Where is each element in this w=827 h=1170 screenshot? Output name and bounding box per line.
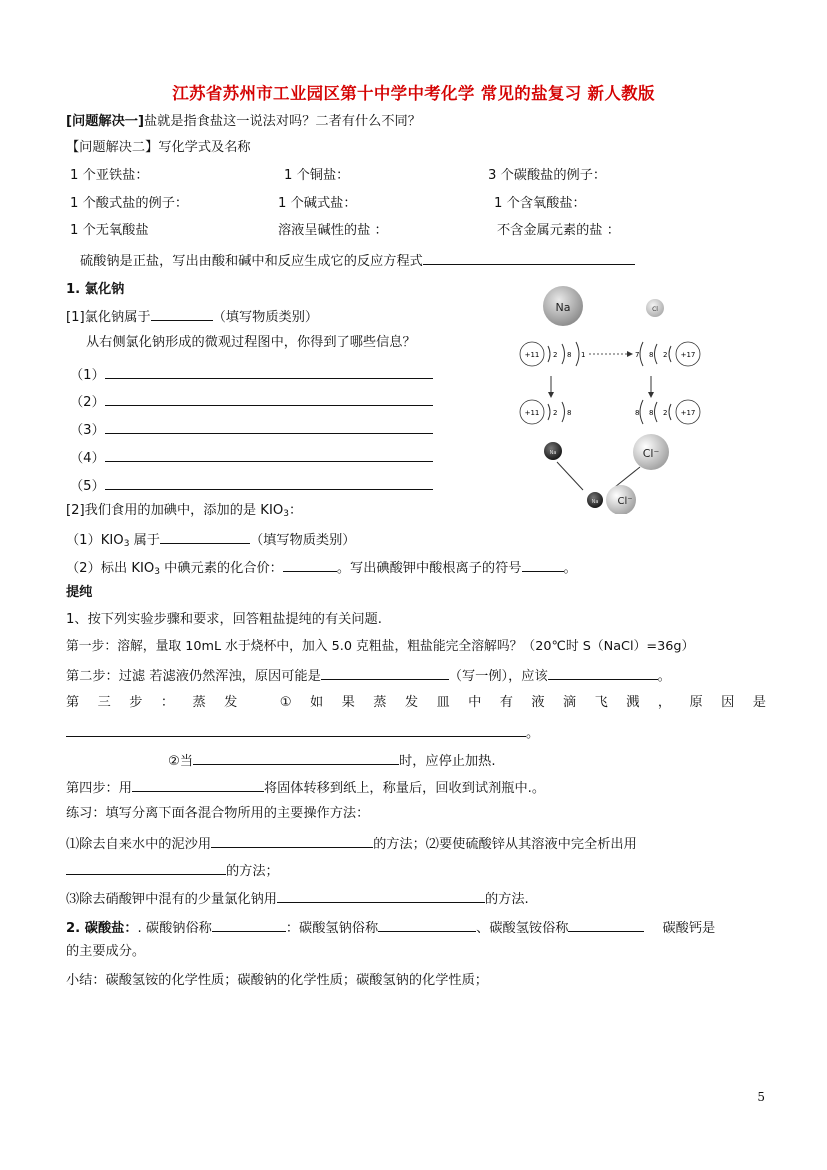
answer-blank[interactable]: [105, 364, 433, 379]
na-ion-label: Na: [549, 450, 557, 456]
subscript: 3: [283, 509, 289, 519]
info-blank-label: （4）: [70, 451, 105, 466]
kio3-class-question: [66, 529, 356, 553]
answer-blank[interactable]: [105, 447, 433, 462]
step-3-char: 蒸: [373, 695, 387, 710]
subscript: 3: [154, 567, 160, 577]
section-1-heading: 1. 氯化钠: [66, 282, 125, 297]
step-3-char: 步: [129, 695, 143, 710]
problem-2-row2-col2: 1 个碱式盐：: [278, 196, 357, 211]
na-ion-sphere: [544, 442, 562, 460]
answer-blank[interactable]: [548, 665, 658, 680]
shell-count: 8: [649, 351, 654, 359]
answer-blank[interactable]: [568, 917, 644, 932]
summary: 小结：碳酸氢铵的化学性质；碳酸钠的化学性质；碳酸氢钠的化学性质；: [66, 973, 488, 988]
step-3-char: 皿: [436, 695, 450, 710]
step-3b-suffix: 时，应停止加热.: [399, 754, 496, 769]
nacl-product: [587, 485, 636, 514]
step-4-prefix: 第四步：用: [66, 781, 132, 796]
practice-3-suffix: 的方法.: [485, 892, 529, 907]
na-nucleus-label: +11: [524, 409, 540, 417]
practice-3: [66, 888, 529, 909]
step-3-char: 发: [404, 695, 419, 710]
step-3-char: 滴: [563, 695, 577, 710]
answer-blank[interactable]: [160, 529, 250, 544]
page-number: 5: [757, 1090, 765, 1104]
practice-3-prefix: ⑶除去硝酸钾中混有的少量氯化钠用: [66, 892, 277, 907]
shell-count: 8: [567, 409, 572, 417]
valence-prefix: （2）标出 KIO: [66, 561, 155, 576]
section-2-text: ：碳酸氢钠俗称: [285, 921, 379, 936]
converge-arrow: [615, 467, 640, 487]
step-3-char: ：: [160, 695, 175, 710]
practice-2-suffix: 的方法；: [226, 864, 279, 879]
problem-2-row3-col1: 1 个无氧酸盐: [70, 223, 149, 238]
kio3-question-prefix: [2]我们食用的加碘中，添加的是 KIO: [66, 503, 284, 518]
problem-1: [66, 113, 421, 131]
na-nucleus-label: +11: [524, 351, 540, 359]
kio3-class-prefix: （1）KIO: [66, 533, 124, 548]
step-4-suffix: 将固体转移到纸上，称量后，回收到试剂瓶中.。: [263, 781, 546, 796]
shell-count: 7: [635, 351, 640, 359]
problem-2-row1-col3: 3 个碳酸盐的例子：: [488, 168, 607, 183]
answer-blank[interactable]: [66, 722, 526, 737]
shell-count: 8: [567, 351, 572, 359]
problem-2: [66, 139, 251, 157]
na-label: Na: [555, 301, 571, 314]
nacl-info-question: 从右侧氯化钠形成的微观过程图中，你得到了哪些信息？: [86, 335, 416, 350]
nacl-class-question: [66, 306, 318, 327]
info-blank-5: [70, 475, 433, 496]
purify-step-3b: [168, 750, 496, 771]
nacl-class-prefix: [1]氯化钠属于: [66, 310, 151, 325]
product-na-label: Na: [591, 499, 599, 505]
answer-blank[interactable]: [378, 917, 476, 932]
answer-blank[interactable]: [193, 750, 399, 765]
practice-1: [66, 833, 637, 854]
sulfate-question-text: 硫酸钠是正盐，写出由酸和碱中和反应生成它的反应方程式: [80, 254, 423, 269]
na-atom-sphere: [543, 286, 583, 326]
cl-ion-sphere: [633, 434, 669, 470]
problem-1-text: 盐就是指食盐这一说法对吗？二者有什么不同？: [144, 114, 421, 129]
info-blank-label: （5）: [70, 479, 105, 494]
purify-intro: 1、按下列实验步骤和要求，回答粗盐提纯的有关问题.: [66, 612, 382, 627]
info-blank-2: [70, 391, 433, 412]
step-3-char: 三: [97, 695, 111, 710]
valence-mid: 中碘元素的化合价：: [159, 561, 283, 576]
answer-blank[interactable]: [522, 557, 564, 572]
document-title: 江苏省苏州市工业园区第十中学中考化学 常见的盐复习 新人教版: [172, 84, 655, 103]
subscript: 3: [123, 539, 130, 549]
answer-blank[interactable]: [105, 475, 433, 490]
purify-step-3-answer: [66, 722, 539, 743]
shell-count: 2: [553, 409, 558, 417]
answer-blank[interactable]: [151, 306, 213, 321]
problem-1-label: [问题解决一]: [66, 114, 144, 129]
info-blank-3: [70, 419, 433, 440]
purify-heading: 提纯: [66, 585, 93, 600]
cl-label: Cl: [652, 306, 658, 313]
info-blank-4: [70, 447, 433, 468]
purify-step-1: 第一步：溶解，量取 10mL 水于烧杯中，加入 5.0 克粗盐，粗盐能完全溶解吗？（20℃时 S（NaCl）=36g）: [66, 639, 695, 654]
info-blank-label: （3）: [70, 423, 105, 438]
arrow-head: [648, 392, 654, 398]
problem-2-row1-col1: 1 个亚铁盐：: [70, 168, 149, 183]
step-3-char: 飞: [594, 695, 608, 710]
step-3-char: 果: [341, 695, 355, 710]
nacl-formation-diagram: [505, 284, 720, 514]
problem-2-row3-col2: 溶液呈碱性的盐 ：: [278, 223, 388, 238]
section-2: [66, 917, 715, 938]
shell-count: 8: [635, 409, 640, 417]
purify-step-2: [66, 665, 671, 686]
step-2-suffix: 。: [657, 669, 671, 684]
problem-2-row2-col3: 1 个含氧酸盐：: [494, 196, 586, 211]
answer-blank[interactable]: [132, 777, 264, 792]
cl-atom-sphere: [646, 299, 664, 317]
answer-blank[interactable]: [211, 833, 373, 848]
step-3-char: ，: [657, 695, 672, 710]
shell-count: 2: [553, 351, 558, 359]
problem-2-row1-col2: 1 个铜盐：: [284, 168, 350, 183]
answer-blank[interactable]: [105, 419, 433, 434]
practice-intro: 练习：填写分离下面各混合物所用的主要操作方法：: [66, 806, 370, 821]
valence-mid-2: 。写出碘酸钾中酸根离子的符号: [336, 561, 522, 576]
step-3-char: 是: [752, 695, 766, 710]
practice-2: [66, 860, 279, 881]
step-3-char: 溅: [626, 695, 640, 710]
purify-step-3: [66, 694, 766, 712]
step-3-char: 如: [310, 695, 324, 710]
step-3-char: 发: [224, 695, 238, 710]
step-3b-prefix: ②当: [168, 754, 194, 769]
section-2-end: 的主要成分。: [66, 944, 146, 959]
na-ion-structure: [520, 400, 571, 424]
info-blank-label: （1）: [70, 368, 105, 383]
shell-count: 1: [581, 351, 586, 359]
step-2-prefix: 第二步：过滤 若滤液仍然浑浊，原因可能是: [66, 669, 321, 684]
nacl-class-suffix: （填写物质类别）: [212, 310, 319, 325]
practice-1-mid: 的方法；⑵要使硫酸锌从其溶液中完全析出用: [373, 837, 637, 852]
arrow-head: [627, 351, 633, 357]
cl-ion-label: Cl⁻: [642, 447, 660, 460]
section-2-heading: 2. 碳酸盐：: [66, 921, 138, 936]
step-3-char: 因: [721, 695, 735, 710]
section-2-text: 、碳酸氢铵俗称: [476, 921, 569, 936]
problem-2-text: 写化学式及名称: [158, 140, 251, 155]
problem-2-row2-col1: 1 个酸式盐的例子：: [70, 196, 189, 211]
cl-ion-structure: [635, 400, 700, 424]
answer-blank[interactable]: [283, 557, 337, 572]
step-3-char: 有: [499, 695, 513, 710]
na-atom-structure: [520, 342, 585, 366]
problem-2-label: 【问题解决二】: [66, 140, 159, 155]
kio3-class-mid: 属于: [129, 533, 160, 548]
info-blank-1: [70, 364, 433, 385]
cl-nucleus-label: +17: [680, 351, 696, 359]
iodine-valence-question: [66, 557, 577, 581]
problem-2-row3-col3: 不含金属元素的盐 ：: [497, 223, 620, 238]
shell-count: 2: [663, 409, 668, 417]
section-2-text: 碳酸钙是: [662, 921, 716, 936]
practice-1-prefix: ⑴除去自来水中的泥沙用: [66, 837, 212, 852]
valence-suffix: 。: [563, 561, 577, 576]
step-3-char: 第: [66, 695, 80, 710]
answer-blank[interactable]: [423, 250, 635, 265]
step-3-char: 蒸: [192, 695, 206, 710]
cl-atom-structure: [635, 342, 700, 366]
answer-blank[interactable]: [277, 888, 485, 903]
shell-count: 8: [649, 409, 654, 417]
answer-blank[interactable]: [105, 391, 433, 406]
kio3-question: [66, 502, 302, 523]
kio3-question-suffix: ：: [288, 503, 303, 518]
cl-nucleus-label: +17: [680, 409, 696, 417]
kio3-class-suffix: （填写物质类别）: [250, 533, 356, 548]
sulfate-question: [80, 250, 635, 271]
answer-blank[interactable]: [66, 860, 226, 875]
step-3-char: 原: [689, 695, 703, 710]
step-3-char: 中: [468, 695, 482, 710]
step-2-mid: （写一例），应该: [448, 669, 548, 684]
step-3-char: ①: [279, 695, 292, 710]
section-2-text: . 碳酸钠俗称: [137, 921, 212, 936]
answer-blank[interactable]: [321, 665, 449, 680]
shell-count: 2: [663, 351, 668, 359]
purify-step-4: [66, 777, 545, 798]
arrow-head: [548, 392, 554, 398]
answer-blank[interactable]: [212, 917, 286, 932]
step-3-char: 液: [531, 695, 545, 710]
product-cl-label: Cl⁻: [617, 496, 633, 507]
info-blank-label: （2）: [70, 395, 105, 410]
step-3-end: 。: [526, 726, 540, 741]
converge-arrow: [557, 462, 583, 490]
